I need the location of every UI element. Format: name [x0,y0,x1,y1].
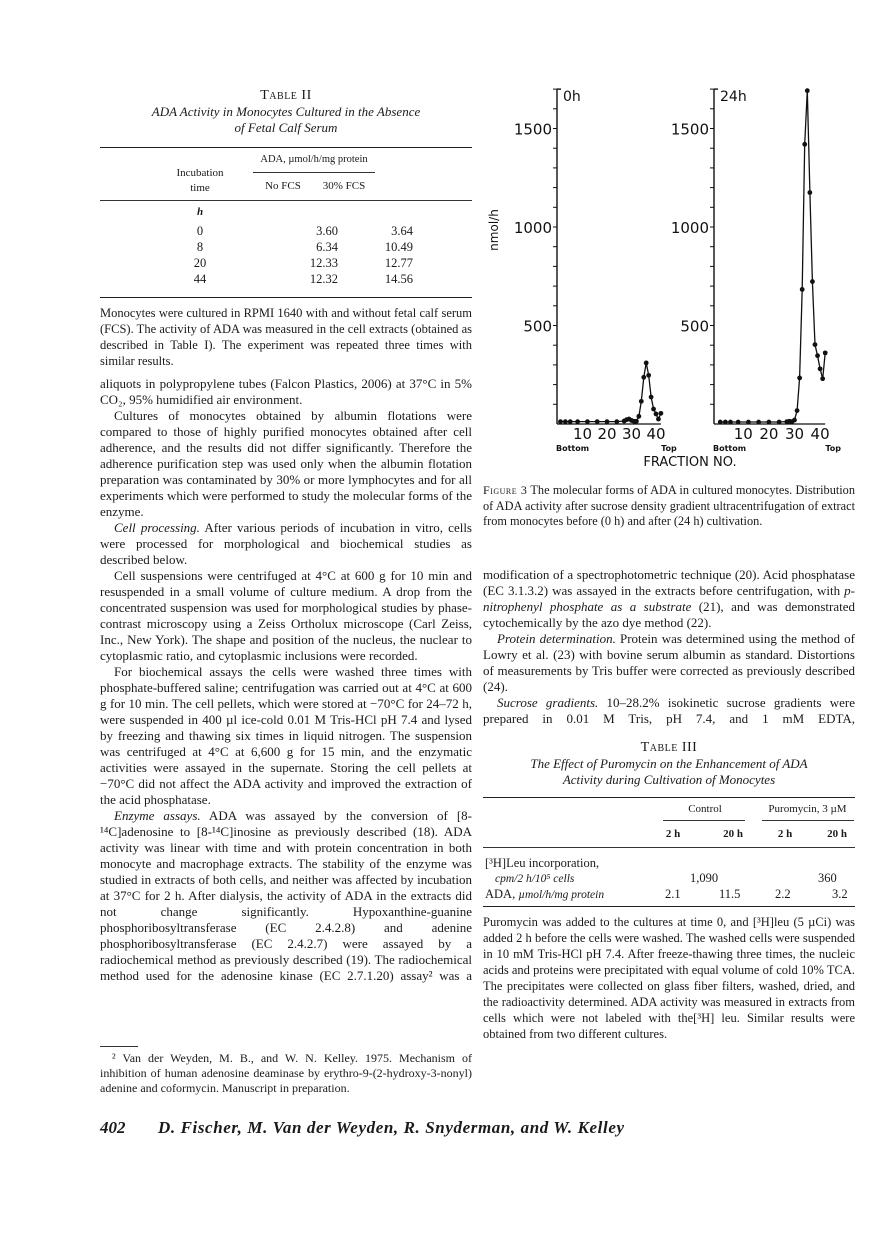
data-point [756,420,761,425]
data-point [820,376,825,381]
data-point [651,407,656,412]
x-tick-label: 10 [733,425,753,443]
paragraph [483,695,855,727]
data-point [736,420,741,425]
data-point [792,418,797,423]
data-point [641,375,646,380]
table3-top-rule [483,797,855,798]
table-cell-fcs: 3.64 [391,224,413,238]
paragraph-text: Cultures of monocytes obtained by albumin flotations were compared to those of highly purified monocytes obtained after cell adherence, and the results did not differ significantly. Therefore the adherence purification step was used only when the albumin flotation preparation was contaminated by 30% or more lymphocytes and for all experiments which were performed to study the molecular forms of the enzyme. [100,408,472,519]
y-tick-label: 1500 [670,120,709,139]
x-tick-label: 40 [646,425,666,443]
data-point [563,419,568,424]
paragraph [100,520,472,568]
paragraph-text: (21), and was demonstrated cytochemically by the azo dye method (22). [483,599,855,630]
y-tick-label: 1000 [513,219,552,237]
x-tick-label: 10 [572,425,593,443]
table-cell-no-fcs: 6.34 [316,240,338,254]
table3-row2-label [485,887,604,902]
table3-cell: 11.5 [719,887,741,901]
x-tick-label: 20 [597,425,617,443]
table2-time-header-l2: time [190,182,210,194]
x-tick-label: 40 [810,425,830,443]
table2-time-header-l1: Incubation [176,167,224,179]
table3-sub-20h: 20 h [723,828,743,840]
paragraph-text: After various periods of incubation in vitro, cells were processed for morphological and biochemical studies as described below. [100,520,472,567]
paragraph-text: modification of a spectrophotometric technique (20). Acid phosphatase (EC 3.1.3.2) was assayed in the extracts before centrifugation, with [483,567,855,598]
paragraph [100,408,472,520]
data-point [654,412,659,417]
data-point [723,420,728,425]
table3-row1-label-l2: cpm/2 h/10⁵ cells [495,873,575,885]
table2-bottom-rule [100,297,472,298]
paragraph-lead: Protein determination. [497,631,616,646]
y-tick-label: 1000 [670,219,709,237]
data-point [649,395,654,400]
table-cell-fcs: 14.56 [384,272,413,286]
table3-note: Puromycin was added to the cultures at time 0, and [³H]leu (5 µCi) was added 2 h before the cells were washed. The washed cells were suspended in 10 mM Tris-HCl pH 7.4. After freeze-thawing three times, the nucleic acids and proteins were precipitated with equal volume of cold 10% TCA. The precipitates were collected on glass fiber filters, washed, dried, and the radioactivity determined. ADA activity was measured in extracts from cells which were not labeled with the[³H] leu. Similar results were obtained from two different cultures. [483,915,855,1041]
table2-group-rule [253,172,375,173]
page-number: 402 [100,1118,126,1137]
paragraph [100,664,472,808]
table-cell-no-fcs: 3.60 [316,224,338,238]
x-tick-label: 30 [621,425,642,443]
table3-title-line2: Activity during Cultivation of Monocytes [562,772,776,787]
table3-sub-20h-puro: 20 h [827,828,847,840]
paragraph-text: For biochemical assays the cells were washed three times with phosphate-buffered saline; centrifugation was carried out at 4°C at 600 g for 10 min. The cell pellets, which were stored at −70°C for 24–72 h, were suspended in 400 µl ice-cold 0.01 M Tris-HCl pH 7.4 and lysed by freezing and thawing six times in liquid nitrogen. The suspension was centrifuged at 4°C at 6,600 g for 15 min, and the enzymatic activities were assayed in the supernate. Storing the cell pellets at −70°C did not affect the ADA activity and improved the extraction of the acid phosphatase. [100,664,472,807]
running-authors: D. Fischer, M. Van der Weyden, R. Snyderman, and W. Kelley [158,1118,625,1137]
x-end-label-top: Top [825,444,842,453]
table3-cell: 2.2 [775,887,791,901]
table-cell-no-fcs: 12.33 [309,256,338,270]
data-point [636,414,641,419]
table-cell-fcs: 10.49 [384,240,413,254]
table-cell-fcs: 12.77 [384,256,413,270]
table3-group-control: Control [688,803,722,815]
table3-row1-label [485,855,599,887]
table-row [150,223,413,239]
paragraph-lead: Cell processing. [114,520,200,535]
y-tick-label: 1500 [513,120,552,139]
data-point [797,376,802,381]
footnote: ² Van der Weyden, M. B., and W. N. Kelley. 1975. Mechanism of inhibition of human adenosine deaminase by erythro-9-(2-hydroxy-3-nonyl) adenine and coformycin. Manuscript in preparation. [100,1051,472,1095]
table3-sub-2h-puro: 2 h [777,828,793,840]
table3-title-line1: The Effect of Puromycin on the Enhancement of ADA [530,756,808,771]
footnote-rule [100,1046,138,1047]
figure3-chart [487,80,860,475]
data-point [585,419,590,424]
table2-unit: h [196,206,204,218]
table-row [150,239,413,255]
data-point [802,142,807,147]
paragraph [100,568,472,664]
data-point [656,417,661,422]
table3-header-rule [483,847,855,848]
table2-heading [100,88,472,136]
x-tick-label: 30 [784,425,805,443]
paragraph-text: 10–28.2% isokinetic sucrose gradients were prepared in 0.01 M Tris, pH 7.4, and 1 mM EDTA, [483,695,855,726]
paragraph [100,376,472,408]
paragraph-text: aliquots in polypropylene tubes (Falcon Plastics, 2006) at 37°C in 5% CO₂, 95% humidified air environment. [100,376,472,407]
data-point [644,361,649,366]
data-point [605,419,610,424]
data-point [777,420,782,425]
table3-control-rule [663,820,745,821]
series-line-24h [720,91,825,422]
table3-row1-control: 1,090 [690,871,719,885]
panel-title: 24h [720,89,747,106]
data-point [659,411,664,416]
table3-label: Table III [640,740,698,755]
data-point [614,419,619,424]
data-point [746,420,751,425]
data-point [815,353,820,358]
data-point [807,190,812,195]
data-point [646,373,651,378]
figure3-caption [483,483,855,530]
table2-top-rule [100,147,472,148]
table3-group-puromycin: Puromycin, 3 µM [768,803,847,815]
table2-label: Table II [260,88,312,103]
table3-sub-2h: 2 h [665,828,681,840]
table-row [150,271,413,287]
data-point [810,279,815,284]
paragraph-italic: p-nitrophenyl phosphate as a substrate [483,583,855,614]
table3-bottom-rule [483,906,855,907]
y-tick-label: 500 [523,317,552,336]
table3-row2-label-unit: µmol/h/mg protein [518,889,605,901]
table3-row1-puromycin: 360 [818,871,837,885]
table3-cell: 3.2 [832,887,848,901]
table2-title-line2: of Fetal Calf Serum [234,120,338,135]
left-body-text [100,376,472,984]
y-tick-label: 500 [680,317,709,336]
data-point [800,287,805,292]
data-point [595,419,600,424]
x-axis-label: FRACTION NO. [643,455,737,470]
data-point [728,420,733,425]
x-end-label-bottom: Bottom [713,444,747,453]
table2-note: Monocytes were cultured in RPMI 1640 with and without fetal calf serum (FCS). The activity of ADA was measured in the cell extracts (obtained as described in Table I). The experiment was repeated three times with similar results. [100,306,472,368]
data-point [639,399,644,404]
table-cell-time: 20 [193,256,207,270]
data-point [568,419,573,424]
figure3-caption-text: The molecular forms of ADA in cultured monocytes. Distribution of ADA activity after sucrose density gradient ultracentrifugation of extract from monocytes before (0 h) and after (24 h) cultivation. [483,483,855,528]
table2-col-fcs: 30% FCS [322,180,366,192]
paragraph-lead: Sucrose gradients. [497,695,599,710]
table3-cell: 2.1 [665,887,681,901]
table-row [150,255,413,271]
paragraph [100,808,472,984]
data-point [805,88,810,93]
panel-title: 0h [563,89,581,106]
table2-header-rule [100,200,472,201]
data-point [813,342,818,347]
table2-time-header [150,166,250,196]
table2-body [150,223,413,287]
table2-title-line1: ADA Activity in Monocytes Cultured in the Absence [151,104,421,119]
paragraph [483,631,855,695]
table3-heading [483,740,855,788]
data-point [634,419,639,424]
series-line-0h [561,363,661,422]
data-point [823,350,828,355]
table3-row1-label-l1: [³H]Leu incorporation, [485,856,600,870]
figure3-label: Figure 3 [483,483,528,497]
data-point [718,420,723,425]
paragraph-lead: Enzyme assays. [114,808,201,823]
table-cell-no-fcs: 12.32 [309,272,338,286]
data-point [558,419,563,424]
right-body-text [483,567,855,727]
x-tick-label: 20 [759,425,779,443]
table2-col-no-fcs: No FCS [265,180,301,192]
table3-puromycin-rule [762,820,854,821]
table2-col-group: ADA, µmol/h/mg protein [260,154,368,165]
paragraph-text: ADA was assayed by the conversion of [8-¹⁴C]adenosine to [8-¹⁴C]inosine as previously described (18). ADA activity was linear with time and with protein concentration in both monocyte and macrophage extracts. The stability of the enzyme was studied in extracts of both cells, and neither was affected by incubation at 37°C for 2 h. After dialysis, the activity of ADA in the extracts did not change significantly. Hypoxanthine-guanine phosphoribosyltransferase (EC 2.4.2.8) and adenine phosphoribosyltransferase (EC 2.4.2.7) were assayed by a radiochemical method as previously described (19). The radiochemical method used for the adenosine kinase (EC 2.7.1.20) assay² was a [100,808,472,983]
paragraph [483,567,855,631]
paragraph-text: Protein was determined using the method of Lowry et al. (23) with bovine serum albumin as standard. Distortions of measurements by Tris buffer were corrected as previously described (24). [483,631,855,694]
x-end-label-bottom: Bottom [556,444,590,453]
table-cell-time: 8 [196,240,204,254]
data-point [795,408,800,413]
data-point [767,420,772,425]
x-end-label-top: Top [661,444,677,453]
table3-row2-label-main: ADA, [485,887,519,901]
table2-group-header [253,154,375,165]
data-point [575,419,580,424]
table-cell-time: 44 [193,272,207,286]
y-axis-label: nmol/h [487,209,501,251]
data-point [818,366,823,371]
table-cell-time: 0 [196,224,204,238]
paragraph-text: Cell suspensions were centrifuged at 4°C at 600 g for 10 min and resuspended in a small volume of culture medium. A drop from the concentrated suspension was used for morphological studies by phase-contrast microscopy using a Zeiss Ortholux microscope (Carl Zeiss, Inc., New York). The shape and position of the nucleus, the nuclear to cytoplasmic ratio, and cytoplasmic inclusions were recorded. [100,568,472,663]
